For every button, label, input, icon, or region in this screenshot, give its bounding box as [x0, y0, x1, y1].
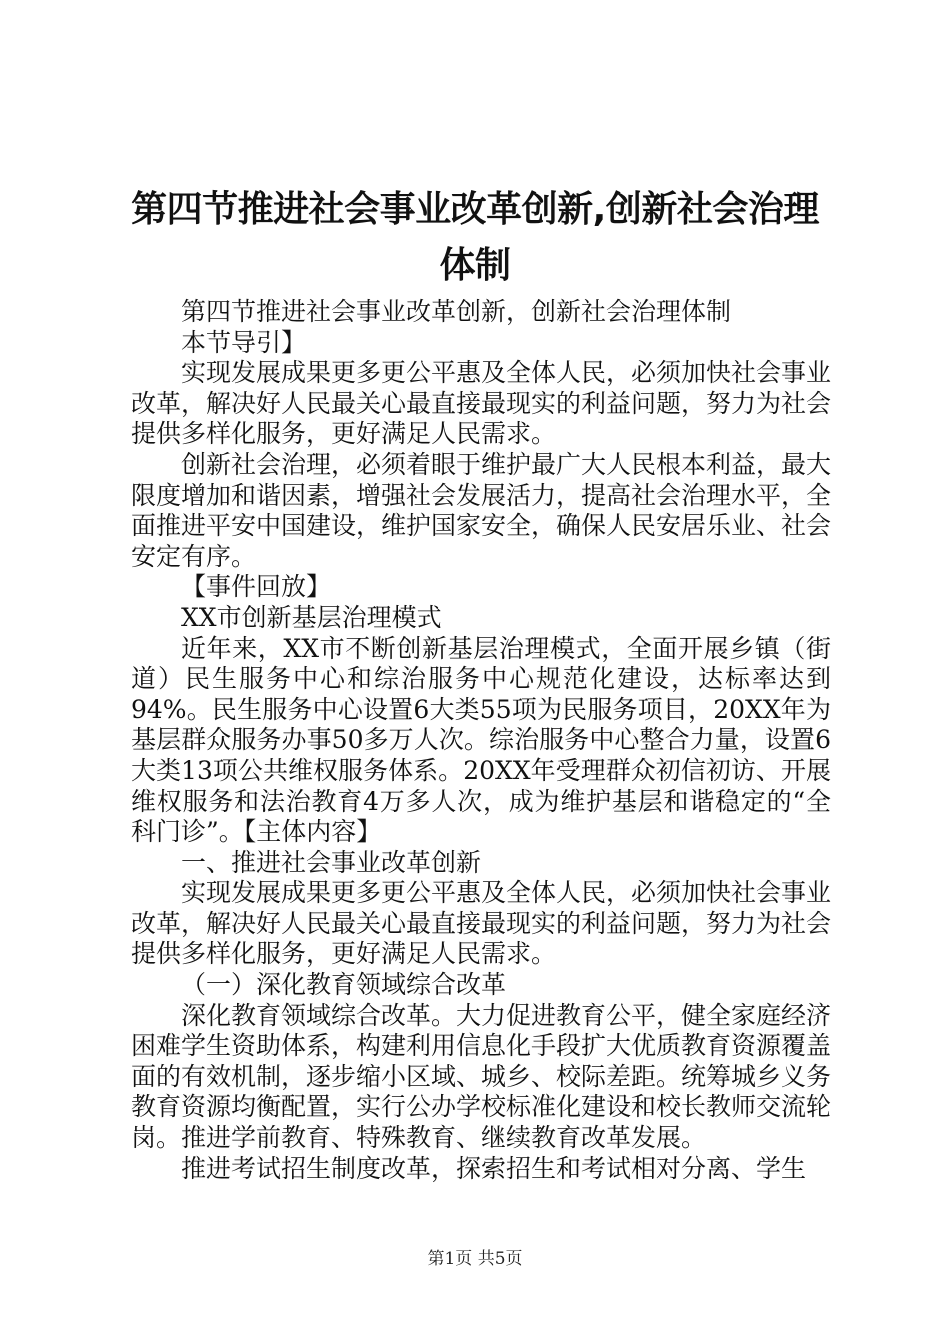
- document-body: [131, 297, 831, 1184]
- paragraph: 创新社会治理，必须着眼于维护最广大人民根本利益，最大限度增加和谐因素，增强社会发展活力，提高社会治理水平，全面推进平安中国建设，维护国家安全，确保人民安居乐业、社会安定有序。: [131, 449, 832, 571]
- document-title: 第四节推进社会事业改革创新,创新社会治理体制: [131, 189, 819, 286]
- paragraph: 第四节推进社会事业改革创新，创新社会治理体制: [181, 297, 732, 326]
- paragraph: 实现发展成果更多更公平惠及全体人民，必须加快社会事业改革，解决好人民最关心最直接最现实的利益问题，努力为社会提供多样化服务，更好满足人民需求。: [131, 878, 832, 969]
- page-footer: 第1页 共5页: [427, 1249, 523, 1269]
- paragraph: 深化教育领域综合改革。大力促进教育公平，健全家庭经济困难学生资助体系，构建利用信息化手段扩大优质教育资源覆盖面的有效机制，逐步缩小区域、城乡、校际差距。统筹城乡义务教育资源均衡配置，实行公办学校标准化建设和校长教师交流轮岗。推进学前教育、特殊教育、继续教育改革发展。: [131, 1000, 832, 1153]
- paragraph: （一）深化教育领域综合改革: [181, 970, 507, 1000]
- paragraph: 推进考试招生制度改革，探索招生和考试相对分离、学生: [181, 1153, 807, 1183]
- paragraph: 【事件回放】: [181, 572, 332, 602]
- paragraph: 一、推进社会事业改革创新: [181, 847, 482, 877]
- paragraph: 本节导引】: [181, 327, 307, 357]
- paragraph: 近年来，XX市不断创新基层治理模式，全面开展乡镇（街道）民生服务中心和综治服务中心规范化建设，达标率达到94%。民生服务中心设置6大类55项为民服务项目，20XX年为基层群众服务办事50多万人次。综治服务中心整合力量，设置6大类13项公共维权服务体系。20XX年受理群众初信初访、开展维权服务和法治教育4万多人次，成为维护基层和谐稳定的“全科门诊”。【主体内容】: [131, 633, 831, 847]
- paragraph: XX市创新基层治理模式: [181, 602, 442, 632]
- paragraph: 实现发展成果更多更公平惠及全体人民，必须加快社会事业改革，解决好人民最关心最直接最现实的利益问题，努力为社会提供多样化服务，更好满足人民需求。: [131, 358, 832, 449]
